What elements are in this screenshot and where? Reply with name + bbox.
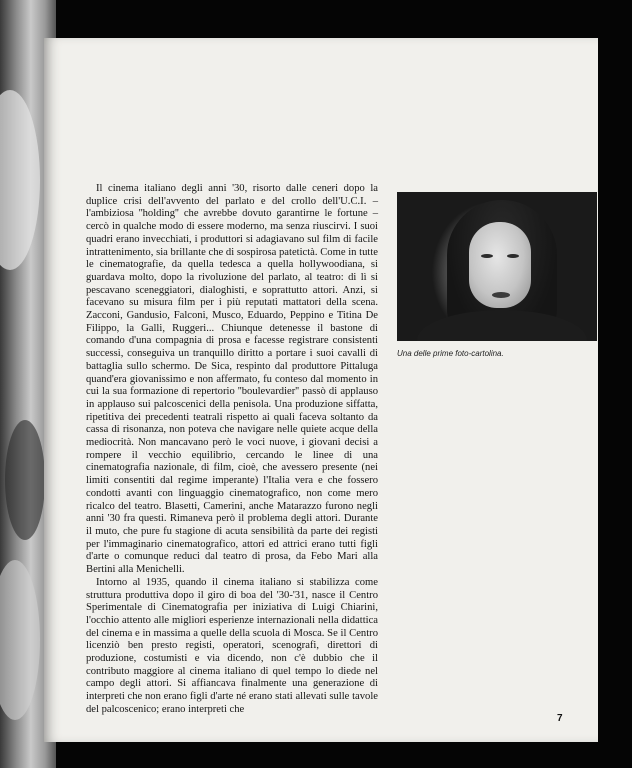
article-paragraph: Il cinema italiano degli anni '30, risorto dalle ceneri dopo la duplice crisi dell'avvento del parlato e del crollo dell'U.C.I. – l'ambiziosa ''holding'' che avrebbe dovuto garantirne le fortune – cercò in qualche modo di essere moderno, ma senza riuscirvi. I suoi quadri erano invecchiati, i produttori si adagiavano sul film di facile intrattenimento, sia brillante che di sospirosa patetictà. Come in tutte le cinematografie, da quella tedesca a quella hollywoodiana, si guardava molto, dopo la rivoluzione del parlato, al teatro: di lì si pescavano sceneggiatori, dialoghisti, e soprattutto attori. Anzi, si facevano su misura film per i più reputati mattatori della scena. Zacconi, Gandusio, Falconi, Musco, Eduardo, Peppino e Titina De Filippo, la Galli, Ruggeri... Chiunque detenesse il bastone di comando d'una compagnia di prosa e facesse registrare consistenti successi, conseguiva un tranquillo diritto a portare i suoi cavalli di battaglia sullo schermo. De Sica, respinto dal produttore Pittaluga quand'era giovanissimo e non affermato, fu conteso dal momento in cui la sua formazione di repertorio ''boulevardier'' passò di applauso in applauso sui palcoscenici della penisola. Una produzione siffatta, ripetitiva dei precedenti teatrali rispetto ai quali faceva soltanto da cassa di risonanza, non poteva che navigare nelle quiete acque della mediocrità. Non mancavano però le voci nuove, i giovani decisi a rompere il vecchio equilibrio, cercando le linee di una cinematografia nazionale, di film, cioè, che avessero presente (nei limiti consentiti dal regime imperante) l'Italia vera e che fossero condotti avanti con linguaggio cinematografico, non come mero ricalco del teatro. Blasetti, Camerini, anche Matarazzo furono negli anni '30 fra questi. Rimaneva però il problema degli attori. Durante il muto, che pure fu stagione di acuta sensibilità da parte dei registi per l'immaginario cinematografico, attori ed attrici erano tutti figli d'arte o comunque reduci dal teatro di prosa, da Febo Mari alla Bertini alla Menichelli. (86, 183, 378, 576)
article-text (86, 183, 378, 717)
book-page (44, 38, 598, 742)
article-paragraph: Intorno al 1935, quando il cinema italiano si stabilizza come struttura produttiva dopo il giro di boa del '30-'31, nasce il Centro Sperimentale di Cinematografia per iniziativa di Luigi Chiarini, l'occhio attento alle migliori esperienze internazionali nella didattica del cinema e in massima a quelle della scuola di Mosca. Se il Centro licenziò ben presto registi, operatori, scenografi, direttori di produzione, costumisti e via dicendo, non c'è dubbio che il contributo maggiore al cinema italiano di quel tempo lo diede nel campo degli attori. Si affiancava finalmente una generazione di interpreti che non erano figli d'arte né erano stati allevati sulle tavole del palcoscenico; erano interpreti che (86, 576, 378, 715)
portrait-photo (397, 192, 597, 341)
page-number: 7 (557, 713, 563, 724)
photo-caption: Una delle prime foto-cartolina. (397, 349, 504, 358)
